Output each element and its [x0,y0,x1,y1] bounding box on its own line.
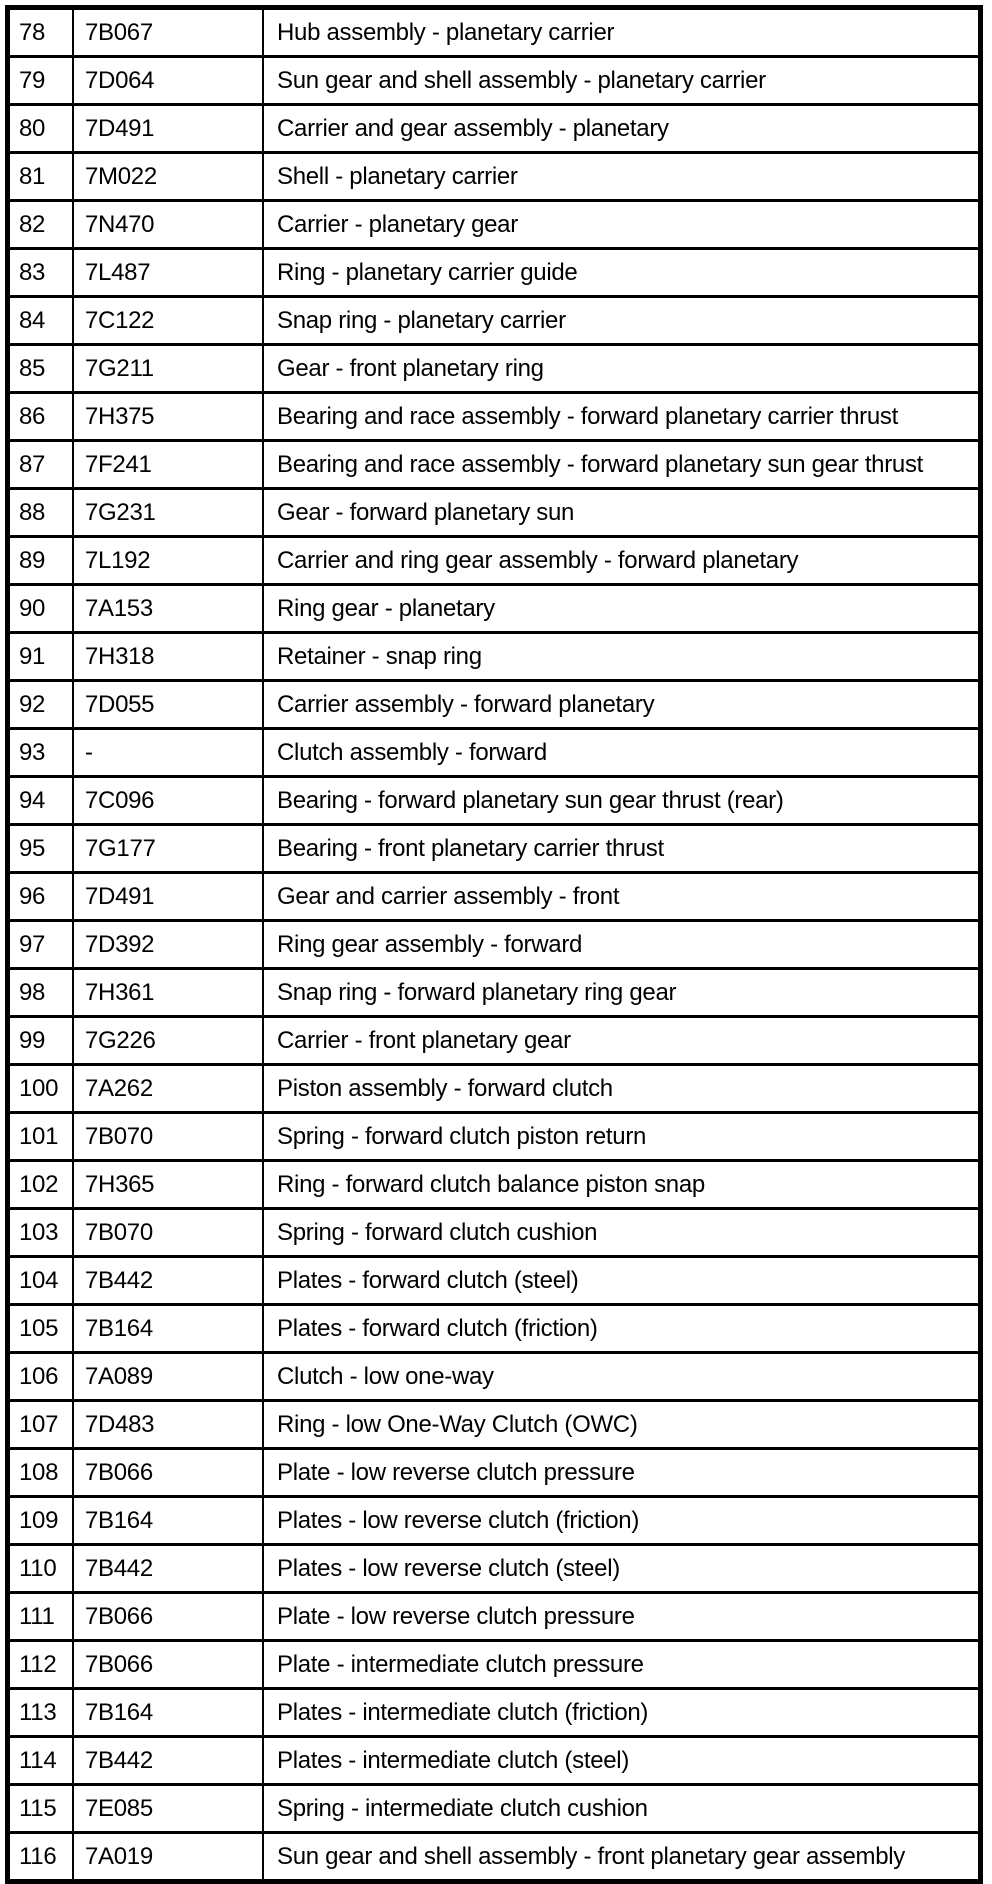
description-cell: Sun gear and shell assembly - planetary carrier [277,66,766,94]
description-cell: Bearing - front planetary carrier thrust [277,834,664,862]
part-number-cell: 7C122 [74,298,264,343]
part-number-cell: 7B066 [74,1450,264,1495]
item-number-cell: 107 [10,1402,74,1447]
description-cell: Piston assembly - forward clutch [277,1074,613,1102]
table-row [10,1738,978,1786]
description-cell: Bearing and race assembly - forward planetary carrier thrust [277,402,898,430]
table-row [10,10,978,58]
table-row [10,298,978,346]
item-number-cell: 81 [10,154,74,199]
item-number-cell: 106 [10,1354,74,1399]
item-number-cell: 78 [10,10,74,55]
part-number-cell: 7G231 [74,490,264,535]
part-number-cell: 7A089 [74,1354,264,1399]
table-row [10,874,978,922]
description-cell: Plates - intermediate clutch (friction) [277,1698,649,1726]
part-number-cell: 7N470 [74,202,264,247]
part-number-cell: 7H318 [74,634,264,679]
table-row [10,106,978,154]
description-cell: Retainer - snap ring [277,642,482,670]
table-row [10,970,978,1018]
part-number-cell: 7D491 [74,874,264,919]
description-cell: Carrier assembly - forward planetary [277,690,655,718]
description-cell: Bearing and race assembly - forward planetary sun gear thrust [277,450,924,478]
table-row [10,586,978,634]
table-row [10,634,978,682]
item-number-cell: 115 [10,1786,74,1831]
part-number-cell: 7D483 [74,1402,264,1447]
table-row [10,1450,978,1498]
part-number-cell: - [74,730,264,775]
item-number-cell: 88 [10,490,74,535]
part-number-cell: 7E085 [74,1786,264,1831]
description-cell: Plates - low reverse clutch (friction) [277,1506,640,1534]
item-number-cell: 94 [10,778,74,823]
part-number-cell: 7B164 [74,1690,264,1735]
part-number-cell: 7H375 [74,394,264,439]
item-number-cell: 112 [10,1642,74,1687]
table-row [10,1354,978,1402]
table-row [10,490,978,538]
table-row [10,1786,978,1834]
item-number-cell: 116 [10,1834,74,1879]
description-cell: Spring - forward clutch cushion [277,1218,598,1246]
description-cell: Carrier and ring gear assembly - forward planetary [277,546,799,574]
item-number-cell: 83 [10,250,74,295]
part-number-cell: 7D064 [74,58,264,103]
table-row [10,1498,978,1546]
table-row [10,1018,978,1066]
item-number-cell: 79 [10,58,74,103]
description-cell: Gear and carrier assembly - front [277,882,620,910]
item-number-cell: 92 [10,682,74,727]
item-number-cell: 99 [10,1018,74,1063]
part-number-cell: 7B066 [74,1642,264,1687]
item-number-cell: 102 [10,1162,74,1207]
table-row [10,250,978,298]
table-row [10,154,978,202]
item-number-cell: 113 [10,1690,74,1735]
table-row [10,442,978,490]
item-number-cell: 82 [10,202,74,247]
description-cell: Ring - forward clutch balance piston snap [277,1170,705,1198]
part-number-cell: 7L192 [74,538,264,583]
part-number-cell: 7A153 [74,586,264,631]
part-number-cell: 7H365 [74,1162,264,1207]
part-number-cell: 7D392 [74,922,264,967]
description-cell: Plate - low reverse clutch pressure [277,1602,635,1630]
table-row [10,1258,978,1306]
part-number-cell: 7G177 [74,826,264,871]
table-row [10,346,978,394]
item-number-cell: 111 [10,1594,74,1639]
description-cell: Gear - front planetary ring [277,354,544,382]
item-number-cell: 96 [10,874,74,919]
description-cell: Snap ring - planetary carrier [277,306,566,334]
table-row [10,826,978,874]
part-number-cell: 7B442 [74,1258,264,1303]
table-row [10,58,978,106]
item-number-cell: 98 [10,970,74,1015]
table-row [10,1594,978,1642]
item-number-cell: 105 [10,1306,74,1351]
table-row [10,1642,978,1690]
description-cell: Spring - forward clutch piston return [277,1122,647,1150]
table-row [10,730,978,778]
table-row [10,1162,978,1210]
description-cell: Clutch - low one-way [277,1362,494,1390]
part-number-cell: 7B442 [74,1546,264,1591]
part-number-cell: 7B067 [74,10,264,55]
item-number-cell: 108 [10,1450,74,1495]
description-cell: Shell - planetary carrier [277,162,518,190]
part-number-cell: 7B164 [74,1306,264,1351]
item-number-cell: 86 [10,394,74,439]
part-number-cell: 7B070 [74,1210,264,1255]
table-row [10,682,978,730]
description-cell: Clutch assembly - forward [277,738,547,766]
table-row [10,538,978,586]
table-row [10,922,978,970]
part-number-cell: 7G226 [74,1018,264,1063]
table-row [10,394,978,442]
item-number-cell: 91 [10,634,74,679]
description-cell: Hub assembly - planetary carrier [277,18,615,46]
description-cell: Ring - low One-Way Clutch (OWC) [277,1410,638,1438]
item-number-cell: 109 [10,1498,74,1543]
description-cell: Ring gear assembly - forward [277,930,583,958]
description-cell: Bearing - forward planetary sun gear thrust (rear) [277,786,784,814]
part-number-cell: 7M022 [74,154,264,199]
part-number-cell: 7A019 [74,1834,264,1879]
item-number-cell: 80 [10,106,74,151]
description-cell: Plate - low reverse clutch pressure [277,1458,635,1486]
part-number-cell: 7B066 [74,1594,264,1639]
part-number-cell: 7H361 [74,970,264,1015]
part-number-cell: 7A262 [74,1066,264,1111]
item-number-cell: 110 [10,1546,74,1591]
part-number-cell: 7C096 [74,778,264,823]
table-row [10,1546,978,1594]
parts-table [5,5,983,1884]
description-cell: Carrier - front planetary gear [277,1026,571,1054]
part-number-cell: 7B070 [74,1114,264,1159]
item-number-cell: 114 [10,1738,74,1783]
item-number-cell: 97 [10,922,74,967]
description-cell: Gear - forward planetary sun [277,498,575,526]
description-cell: Carrier - planetary gear [277,210,518,238]
part-number-cell: 7B442 [74,1738,264,1783]
item-number-cell: 93 [10,730,74,775]
description-cell: Ring - planetary carrier guide [277,258,578,286]
item-number-cell: 95 [10,826,74,871]
item-number-cell: 100 [10,1066,74,1111]
description-cell: Snap ring - forward planetary ring gear [277,978,677,1006]
description-cell: Spring - intermediate clutch cushion [277,1794,648,1822]
table-row [10,1306,978,1354]
table-row [10,1210,978,1258]
item-number-cell: 85 [10,346,74,391]
item-number-cell: 89 [10,538,74,583]
part-number-cell: 7L487 [74,250,264,295]
description-cell: Plates - intermediate clutch (steel) [277,1746,630,1774]
table-row [10,1690,978,1738]
description-cell: Plates - forward clutch (friction) [277,1314,598,1342]
description-cell: Sun gear and shell assembly - front planetary gear assembly [277,1842,905,1870]
part-number-cell: 7F241 [74,442,264,487]
table-row [10,1402,978,1450]
table-row [10,1114,978,1162]
table-row [10,1834,978,1879]
part-number-cell: 7G211 [74,346,264,391]
part-number-cell: 7D491 [74,106,264,151]
table-row [10,1066,978,1114]
part-number-cell: 7D055 [74,682,264,727]
table-row [10,778,978,826]
item-number-cell: 104 [10,1258,74,1303]
item-number-cell: 90 [10,586,74,631]
description-cell: Plates - low reverse clutch (steel) [277,1554,620,1582]
item-number-cell: 101 [10,1114,74,1159]
description-cell: Carrier and gear assembly - planetary [277,114,669,142]
part-number-cell: 7B164 [74,1498,264,1543]
description-cell: Plate - intermediate clutch pressure [277,1650,644,1678]
description-cell: Plates - forward clutch (steel) [277,1266,579,1294]
item-number-cell: 103 [10,1210,74,1255]
item-number-cell: 87 [10,442,74,487]
description-cell: Ring gear - planetary [277,594,495,622]
item-number-cell: 84 [10,298,74,343]
table-row [10,202,978,250]
